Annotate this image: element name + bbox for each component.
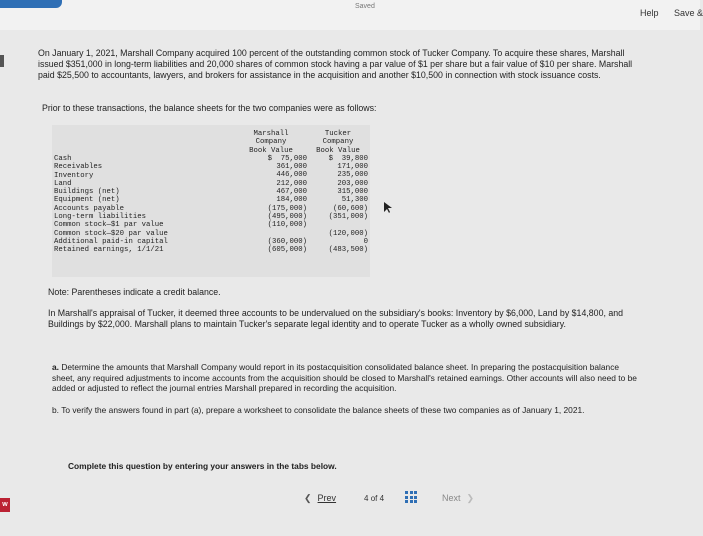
app-w-icon[interactable]: w: [0, 498, 10, 512]
question-a: [52, 362, 637, 394]
tucker-header: Tucker: [324, 130, 352, 138]
tucker-value: 51,300: [341, 196, 368, 205]
tucker-value: 0: [363, 237, 368, 246]
tucker-value: (60,600): [332, 204, 368, 213]
mouse-cursor-icon: [384, 202, 392, 217]
save-exit-button[interactable]: Save &: [674, 8, 703, 18]
marshall-header: Book Value: [249, 146, 293, 155]
chevron-right-icon: ❯: [466, 493, 475, 503]
appraisal-paragraph: In Marshall's appraisal of Tucker, it deemed three accounts to be undervalued on the subsidiary's books: Inventory by $6,000, Land by $14,800, and Buildings by $22,000. Marshall plans to maintain Tucker's separate legal identity and to operate Tucker as a wholly owned subsidiary.: [48, 308, 624, 329]
prev-button[interactable]: [304, 493, 336, 504]
marshall-value: (175,000): [267, 204, 307, 213]
tucker-value: 203,000: [337, 179, 368, 188]
instruction-text: Complete this question by entering your answers in the tabs below.: [68, 461, 337, 471]
row-label: Retained earnings, 1/1/21: [54, 246, 164, 255]
page-of: of: [370, 494, 378, 503]
marshall-header: Company: [255, 138, 287, 147]
marshall-value: 361,000: [276, 163, 307, 172]
row-label: Common stock—$1 par value: [54, 221, 164, 230]
row-label: Additional paid-in capital: [54, 237, 168, 246]
note-text: Note: Parentheses indicate a credit balance.: [48, 287, 221, 297]
question-a-text: Determine the amounts that Marshall Company would report in its postacquisition consolidated balance sheet. In preparing the postacquisition balance sheet, any required adjustments to income accounts from the acquisition should be closed to Marshall's retained earnings. Other accounts will also need to be added or adjusted to reflect the journal entries Marshall prepared in recording the acquisition.: [52, 362, 637, 393]
row-label: Land: [54, 179, 72, 188]
marshall-value: (495,000): [267, 212, 307, 221]
balance-sheet-image: [52, 125, 370, 277]
top-bar: [0, 0, 703, 30]
page-total: 4: [379, 494, 385, 503]
row-label: Buildings (net): [54, 188, 120, 197]
page-indicator: [364, 494, 384, 503]
marshall-value: 446,000: [276, 171, 307, 180]
row-label: Accounts payable: [54, 204, 125, 213]
marshall-value: (360,000): [267, 237, 307, 246]
tucker-header: Book Value: [316, 146, 360, 155]
row-label: Long-term liabilities: [54, 213, 146, 222]
question-navigation: [300, 489, 490, 509]
prev-label: Prev: [317, 493, 337, 503]
next-label: Next: [442, 493, 461, 503]
marshall-value: (605,000): [267, 246, 307, 255]
balance-sheet-labels: [54, 155, 168, 255]
grid-icon[interactable]: [405, 491, 417, 503]
marshall-value: 184,000: [276, 196, 307, 205]
tucker-value: (483,500): [328, 246, 368, 255]
question-a-label: a.: [52, 362, 59, 372]
question-b-label: b.: [52, 405, 59, 415]
row-label: Cash: [54, 155, 72, 163]
help-link[interactable]: Help: [640, 8, 659, 18]
question-b-text: To verify the answers found in part (a), prepare a worksheet to consolidate the balance sheets of these two companies as of January 1, 2021.: [61, 405, 585, 415]
row-label: Receivables: [54, 163, 103, 172]
next-button[interactable]: [442, 493, 474, 504]
marshall-value: 212,000: [276, 179, 307, 188]
marshall-value: [235, 230, 307, 238]
row-label: Inventory: [54, 171, 94, 180]
chevron-left-icon: ❮: [304, 493, 312, 503]
tucker-value: (351,000): [328, 212, 368, 221]
marshall-column: [235, 130, 307, 254]
tucker-value: [308, 221, 368, 229]
tucker-column: [308, 130, 368, 254]
row-label: Common stock—$20 par value: [54, 229, 168, 238]
top-left-tab[interactable]: [0, 0, 62, 8]
question-b: [52, 405, 637, 416]
saved-status: Saved: [355, 3, 375, 10]
tucker-value: 171,000: [337, 163, 368, 172]
marshall-value: $ 75,000: [267, 154, 307, 163]
tucker-value: 235,000: [337, 171, 368, 180]
marshall-value: 467,000: [276, 188, 307, 197]
row-label: Equipment (net): [54, 196, 120, 205]
marshall-value: (110,000): [267, 221, 307, 230]
page-current: 4: [364, 494, 369, 503]
tucker-value: $ 39,800: [328, 154, 368, 163]
tucker-value: 315,000: [337, 188, 368, 197]
intro-paragraph-2: Prior to these transactions, the balance sheets for the two companies were as follows:: [42, 103, 377, 113]
intro-paragraph: On January 1, 2021, Marshall Company acquired 100 percent of the outstanding common stock of Tucker Company. To acquire these shares, Marshall issued $351,000 in long-term liabilities and 20,000 shares of common stock having a par value of $1 per share but a fair value of $10 per share. Marshall paid $25,500 to accountants, lawyers, and brokers for assistance in the acquisition and another $10,500 in connection with stock issuance costs.: [38, 48, 633, 80]
tucker-value: (120,000): [328, 229, 368, 238]
tucker-header: Company: [322, 138, 354, 147]
left-edge-marker: [0, 55, 4, 67]
marshall-header: Marshall: [253, 130, 289, 138]
